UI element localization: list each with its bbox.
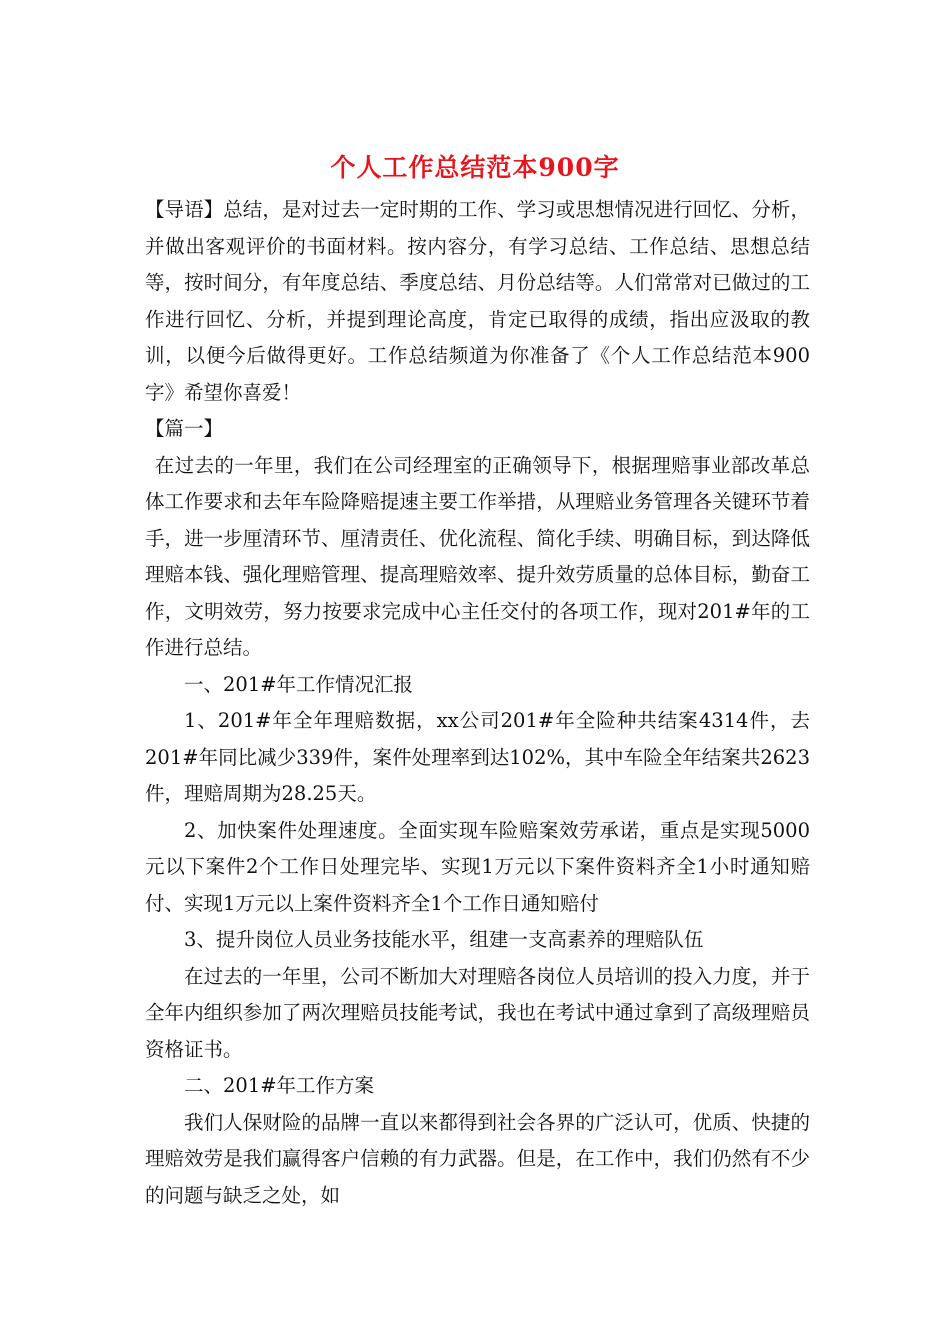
section-heading-part-one: 【篇一】 xyxy=(145,417,224,440)
body-paragraph: 在过去的一年里，我们在公司经理室的正确领导下，根据理赔事业部改革总体工作要求和去年车险降赔提速主要工作举措，从理赔业务管理各关键环节着手，进一步厘清环节、厘清责任、优化流程、简化手续、明确目标，到达降低理赔本钱、强化理赔管理、提高理赔效率、提升效劳质量的总体目标，勤奋工作，文明效劳，努力按要求完成中心主任交付的各项工作，现对201#年的工作进行总结。 xyxy=(145,453,810,659)
subsection-heading: 二、201#年工作方案 xyxy=(184,1074,375,1097)
document-body xyxy=(145,192,810,1214)
document-title: 个人工作总结范本900字 xyxy=(330,153,620,182)
body-paragraph: 我们人保财险的品牌一直以来都得到社会各界的广泛认可，优质、快捷的理赔效劳是我们赢得客户信赖的有力武器。但是，在工作中，我们仍然有不少的问题与缺乏之处，如 xyxy=(145,1110,810,1207)
body-paragraph: 3、提升岗位人员业务技能水平，组建一支高素养的理赔队伍 xyxy=(184,928,704,951)
subsection-heading: 一、201#年工作情况汇报 xyxy=(184,672,414,696)
body-paragraph: 在过去的一年里，公司不断加大对理赔各岗位人员培训的投入力度，并于全年内组织参加了两次理赔员技能考试，我也在考试中通过拿到了高级理赔员资格证书。 xyxy=(145,964,810,1061)
body-paragraph: 1、201#年全年理赔数据，xx公司201#年全险种共结案4314件，去201#年同比减少339件，案件处理率到达102%，其中车险全年结案共2623件，理赔周期为28.25天。 xyxy=(145,709,810,805)
intro-paragraph: 【导语】总结，是对过去一定时期的工作、学习或思想情况进行回忆、分析，并做出客观评价的书面材料。按内容分，有学习总结、工作总结、思想总结等，按时间分，有年度总结、季度总结、月份总结等。人们常常对已做过的工作进行回忆、分析，并提到理论高度，肯定已取得的成绩，指出应汲取的教训，以便今后做得更好。工作总结频道为你准备了《个人工作总结范本900字》希望你喜爱！ xyxy=(145,198,810,404)
body-paragraph: 2、加快案件处理速度。全面实现车险赔案效劳承诺，重点是实现5000元以下案件2个工作日处理完毕、实现1万元以下案件资料齐全1小时通知赔付、实现1万元以上案件资料齐全1个工作日通知赔付 xyxy=(145,818,810,915)
